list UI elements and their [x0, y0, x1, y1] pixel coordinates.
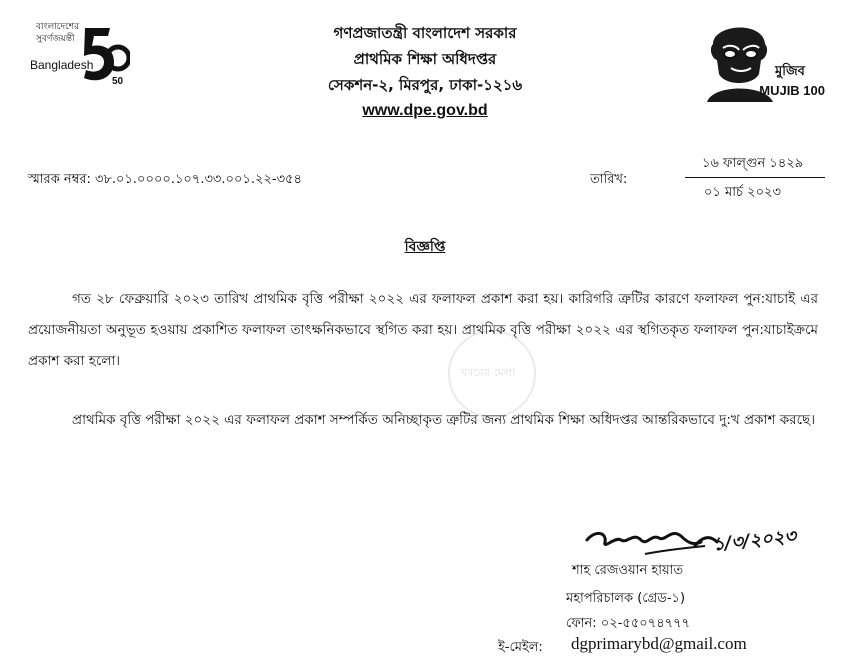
signatory-email[interactable]: dgprimarybd@gmail.com — [571, 634, 747, 653]
logo-country-text: Bangladesh — [30, 58, 94, 72]
signatory-title: মহাপরিচালক (গ্রেড-১) — [566, 591, 686, 606]
date-gregorian: ০১ মার্চ ২০২৩ — [704, 185, 781, 200]
govt-name: গণপ্রজাতন্ত্রী বাংলাদেশ সরকার — [333, 24, 517, 42]
signatory-phone: ফোন: ০২-৫৫০৭৪৭৭৭ — [566, 616, 690, 631]
mujib-year-label: MUJIB 100 — [759, 83, 825, 98]
website-link[interactable]: www.dpe.gov.bd — [362, 102, 488, 119]
date-label: তারিখ: — [590, 172, 628, 187]
watermark-text: খবরের মেলা — [460, 366, 516, 379]
email-label: ই-মেইল: — [498, 640, 543, 655]
date-divider — [685, 177, 825, 178]
department-name: প্রাথমিক শিক্ষা অধিদপ্তর — [353, 50, 497, 68]
notice-paragraph-2: প্রাথমিক বৃত্তি পরীক্ষা ২০২২ এর ফলাফল প্রকাশ সম্পর্কিত অনিচ্ছাকৃত ত্রুটির জন্য প্রাথমিক শিক্ষা অধিদপ্তর আন্তরিকভাবে দু:খ প্রকাশ করছে। — [72, 412, 816, 428]
notice-paragraph-1: গত ২৮ ফেব্রুয়ারি ২০২৩ তারিখ প্রাথমিক বৃত্তি পরীক্ষা ২০২২ এর ফলাফল প্রকাশ করা হয়। কারিগরি ত্রুটির কারণে ফলাফল পুন:যাচাই এর প্রয়োজনীয়তা অনুভূত হওয়ায় প্রকাশিত ফলাফল তাৎক্ষনিকভাবে স্থগিত করা হয়। প্রাথমিক বৃত্তি পরীক্ষা ২০২২ এর স্থগিতকৃত ফলাফল পুন:যাচাইক্রমে প্রকাশ করা হলো। — [28, 291, 818, 369]
logo-number: 50 — [112, 76, 124, 87]
signatory-name: শাহ রেজওয়ান হায়াত — [572, 563, 684, 578]
department-address: সেকশন-২, মিরপুর, ঢাকা-১২১৬ — [327, 76, 523, 94]
memo-number: স্মারক নম্বর: ৩৮.০১.০০০০.১০৭.৩৩.০০১.২২-৩৫৪ — [28, 172, 302, 187]
notice-title-text: বিজ্ঞপ্তি — [404, 239, 446, 255]
signature-date: ১/৩/২০২৩ — [712, 525, 798, 556]
logo-text-line1: বাংলাদেশের — [36, 22, 80, 32]
logo-text-line2: সুবর্ণজয়ন্তী — [36, 34, 75, 44]
date-bangla: ১৬ ফাল্গুন ১৪২৯ — [702, 156, 804, 171]
mujib-text: মুজিব — [775, 64, 805, 79]
notice-title — [0, 235, 850, 259]
